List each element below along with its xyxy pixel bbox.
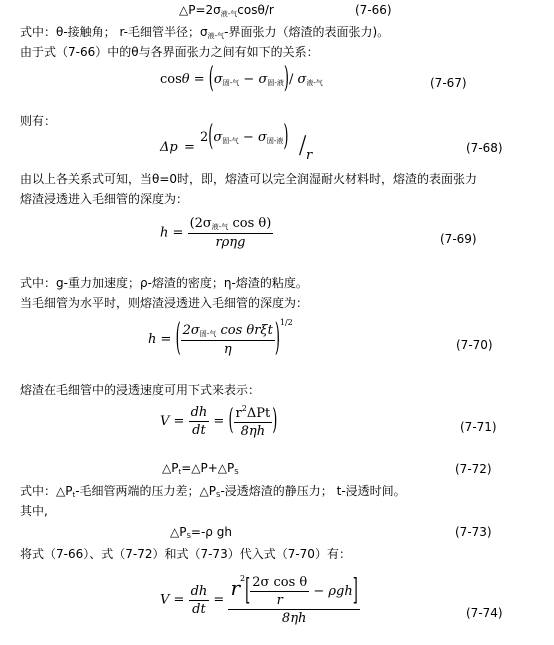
e72-mid: =△P+△P: [181, 461, 235, 475]
e74-dh: dh: [190, 583, 208, 599]
e71-lhs: V: [160, 414, 170, 429]
e70-lhs: h: [148, 332, 157, 347]
eq-7-66-sub: 液-气: [220, 10, 238, 18]
e67-cos: cos: [160, 72, 182, 87]
text-line-4: 由以上各关系式可知，当θ=0时，即，熔渣可以完全润湿耐火材料时，熔渣的表面张力: [20, 172, 478, 186]
t9-a-sub: t: [72, 491, 76, 499]
e73-sub1: S: [186, 532, 191, 540]
e67-s3-sub: 液-气: [306, 79, 323, 87]
equation-7-67: [160, 63, 323, 96]
eq-7-66-number: (7-66): [355, 3, 392, 17]
equation-7-72: [162, 461, 239, 476]
e68-lparen: (: [208, 121, 214, 154]
e70-rparen: ): [274, 317, 280, 362]
text-line-2: 由于式（7-66）中的θ与各界面张力之间有如下的关系：: [20, 45, 319, 59]
text-line-1: [20, 23, 389, 41]
e74-r: r: [230, 576, 241, 600]
e68-r: r: [306, 148, 313, 163]
e67-slash: /: [288, 72, 294, 87]
e69-num-b: cos θ: [232, 216, 267, 231]
e68-eq: =: [184, 140, 195, 155]
e67-rparen: ): [283, 63, 289, 96]
e70-lparen: (: [175, 317, 181, 362]
e70-num-b: cos θrξt: [220, 322, 273, 338]
eq-7-74-number: (7-74): [466, 606, 503, 620]
eq-7-68-number: (7-68): [466, 141, 503, 155]
t1-sub: 液-气: [207, 32, 225, 40]
e70-eq: =: [160, 332, 172, 347]
equation-7-66: [179, 3, 274, 19]
e74-inner-fraction: [250, 575, 309, 608]
equation-7-73: [170, 525, 232, 540]
t9-b: -毛细管两端的压力差；△P: [75, 484, 217, 498]
e74-r-pow: 2: [240, 574, 246, 583]
e71-r-pow: 2: [241, 404, 247, 413]
e67-theta: θ: [181, 72, 190, 87]
e67-s3: σ: [297, 72, 307, 87]
e72-sub1: t: [178, 468, 182, 476]
e72-dp: △P: [162, 461, 179, 475]
e67-lparen: (: [208, 63, 214, 96]
e74-minus: −: [313, 584, 325, 599]
text-line-6: 式中：g-重力加速度；ρ-熔渣的密度；η-熔渣的粘度。: [20, 276, 308, 290]
e68-numerator: [200, 121, 289, 154]
e68-two: 2: [200, 130, 209, 145]
e67-s1: σ: [213, 72, 223, 87]
e69-numerator: ($2\sigma_{液-气}$ cos θ): [188, 216, 274, 234]
e74-dt: dt: [192, 601, 206, 617]
e71-dt: dt: [192, 423, 206, 438]
e68-divider: /: [298, 128, 307, 161]
e68-s2: σ: [257, 130, 267, 145]
text-line-10: 其中,: [20, 504, 48, 518]
e67-minus: −: [243, 72, 255, 87]
e68-rparen: ): [283, 121, 289, 154]
e69-lhs: h: [160, 225, 169, 241]
e69-fraction: [188, 216, 274, 250]
e71-dpt: ΔPt: [246, 406, 271, 421]
eq-7-67-number: (7-67): [430, 76, 467, 90]
e67-s1-sub: 固-气: [222, 79, 240, 87]
e73-dp: △P: [170, 525, 187, 539]
eq-7-66-rest: cosθ/r: [237, 3, 274, 17]
e70-numerator: [181, 323, 275, 341]
eq-7-72-number: (7-72): [455, 462, 492, 476]
e71-fraction: [234, 404, 273, 439]
e69-denominator: rρηg: [215, 235, 246, 250]
e74-fraction: [228, 574, 359, 626]
e70-denominator: η: [223, 341, 232, 357]
text-line-8: 熔渣在毛细管中的浸透速度可用下式来表示：: [20, 383, 261, 397]
e71-derivative: [189, 405, 210, 438]
e70-fraction: [181, 323, 275, 357]
e71-denominator: 8ηh: [240, 424, 266, 439]
equation-7-70: [148, 317, 293, 362]
e74-denominator: 8ηh: [281, 611, 307, 626]
equation-7-74: [160, 574, 360, 626]
e71-r: r: [235, 406, 242, 421]
e67-s2-sub: 固-液: [267, 79, 284, 87]
e68-s1: σ: [213, 130, 223, 145]
e74-derivative: [189, 584, 210, 617]
e71-rparen: ): [272, 405, 278, 438]
eq-7-66-lhs: △P=2σ: [179, 3, 221, 17]
t1-rest: -界面张力（熔渣的表面张力)。: [224, 25, 390, 39]
equation-7-71: [160, 404, 277, 439]
e70-num-sub: 固-气: [199, 329, 217, 338]
e74-inner-num: 2σ cos θ: [252, 575, 308, 590]
eq-7-69-number: (7-69): [440, 232, 477, 246]
e69-num-sub: 液-气: [211, 223, 229, 231]
text-line-11: 将式（7-66）、式（7-72）和式（7-73）代入式（7-70）有：: [20, 547, 351, 561]
e74-lbracket: [: [245, 574, 251, 609]
e71-eq2: =: [213, 414, 225, 429]
t9-b-sub: S: [216, 491, 221, 499]
e71-numerator: [234, 404, 273, 423]
e67-s2: σ: [258, 72, 268, 87]
eq-7-71-number: (7-71): [460, 420, 497, 434]
e74-eq: =: [173, 592, 185, 608]
text-line-3: 则有：: [20, 114, 57, 128]
e70-num-a: 2σ: [182, 322, 200, 338]
e74-lhs: V: [160, 592, 170, 608]
equation-7-69: [160, 216, 273, 250]
e72-sub2: S: [234, 468, 239, 476]
eq-7-70-number: (7-70): [456, 338, 493, 352]
e69-num-a: 2σ: [194, 216, 212, 231]
e68-s2-sub: 固-液: [266, 137, 284, 145]
e73-rest: =-ρ gh: [190, 525, 232, 539]
e68-s1-sub: 固-气: [222, 137, 239, 145]
e67-eq: =: [193, 72, 205, 87]
e68-lhs: Δp: [160, 140, 178, 155]
t9-c: -浸透熔渣的静压力； t-浸透时间。: [220, 484, 406, 498]
t1-main: 式中：θ-接触角； r-毛细管半径；σ: [20, 25, 208, 39]
e71-lparen: (: [228, 405, 234, 438]
e74-inner-den: r: [276, 593, 283, 608]
e74-rgh: ρgh: [328, 584, 353, 599]
eq-7-73-number: (7-73): [455, 525, 492, 539]
e69-eq: =: [172, 225, 184, 241]
text-line-7: 当毛细管为水平时，则熔渣浸透进入毛细管的深度为：: [20, 296, 309, 310]
e68-minus: −: [242, 130, 254, 145]
e74-numerator: [228, 574, 359, 610]
e74-eq2: =: [213, 592, 225, 608]
e74-rbracket: ]: [352, 574, 358, 609]
e71-eq: =: [173, 414, 185, 429]
text-line-9: [20, 482, 406, 499]
t9-a: 式中：△P: [20, 484, 73, 498]
text-line-5: 熔渣浸透进入毛细管的深度为：: [20, 192, 189, 206]
e71-dh: dh: [190, 405, 208, 420]
e70-power: 1/2: [279, 318, 293, 327]
